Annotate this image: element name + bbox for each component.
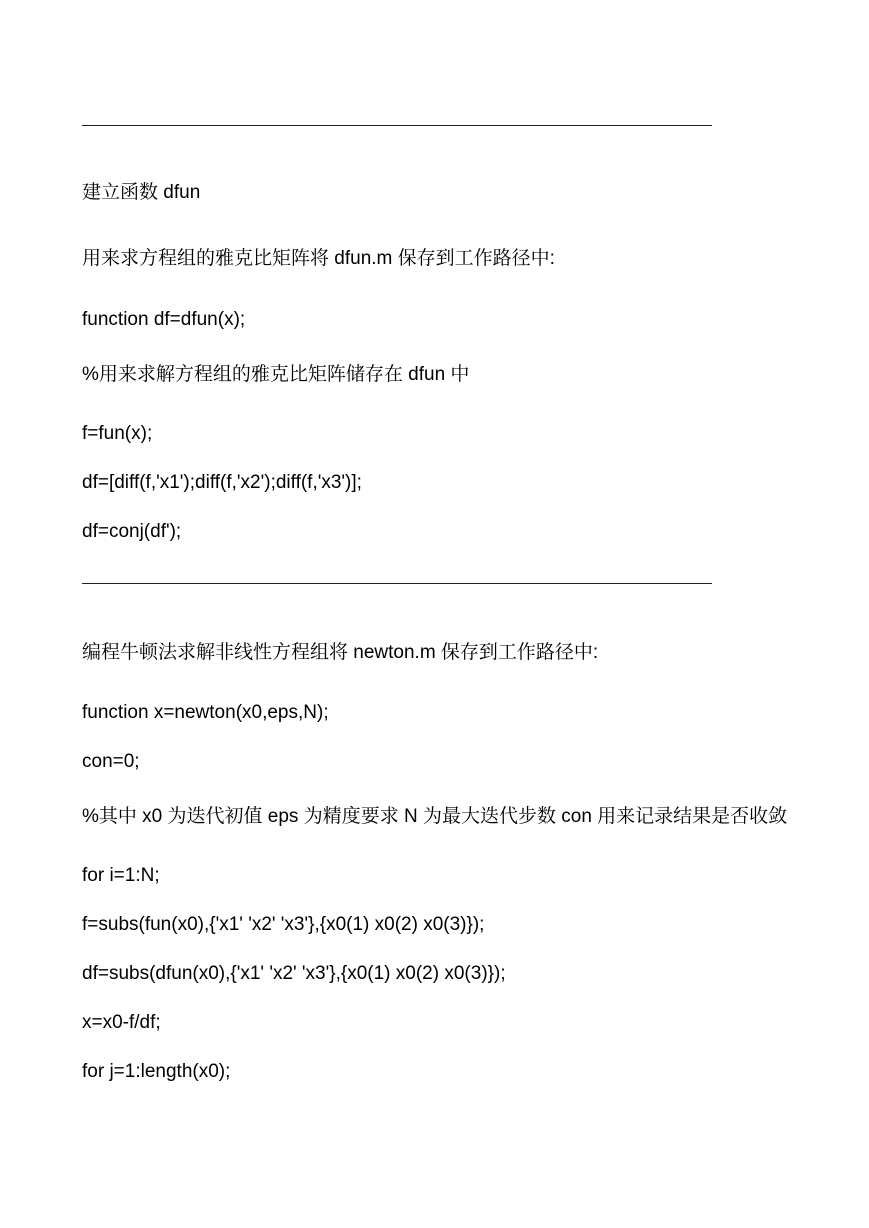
code-comment-line: %用来求解方程组的雅克比矩阵储存在 dfun 中 [82, 364, 470, 385]
code-line: f=subs(fun(x0),{'x1' 'x2' 'x3'},{x0(1) x0(2) x0(3)}); [82, 914, 485, 935]
code-line: con=0; [82, 751, 140, 772]
paragraph-dfun-description: 用来求方程组的雅克比矩阵将 dfun.m 保存到工作路径中: [82, 248, 555, 269]
code-line: function x=newton(x0,eps,N); [82, 702, 329, 723]
code-line: df=[diff(f,'x1');diff(f,'x2');diff(f,'x3')]; [82, 472, 362, 493]
code-comment-line: %其中 x0 为迭代初值 eps 为精度要求 N 为最大迭代步数 con 用来记录结果是否收敛 [82, 806, 788, 827]
code-line: df=conj(df'); [82, 521, 182, 542]
code-line: for i=1:N; [82, 865, 160, 886]
code-line: for j=1:length(x0); [82, 1061, 231, 1082]
code-line: x=x0-f/df; [82, 1012, 161, 1033]
code-line: function df=dfun(x); [82, 309, 246, 330]
code-line: f=fun(x); [82, 423, 153, 444]
paragraph-newton-description: 编程牛顿法求解非线性方程组将 newton.m 保存到工作路径中: [82, 642, 599, 663]
code-line: df=subs(dfun(x0),{'x1' 'x2' 'x3'},{x0(1) x0(2) x0(3)}); [82, 963, 506, 984]
separator-rule-middle [82, 583, 712, 584]
section-heading-dfun: 建立函数 dfun [82, 182, 201, 203]
separator-rule-top [82, 125, 712, 126]
